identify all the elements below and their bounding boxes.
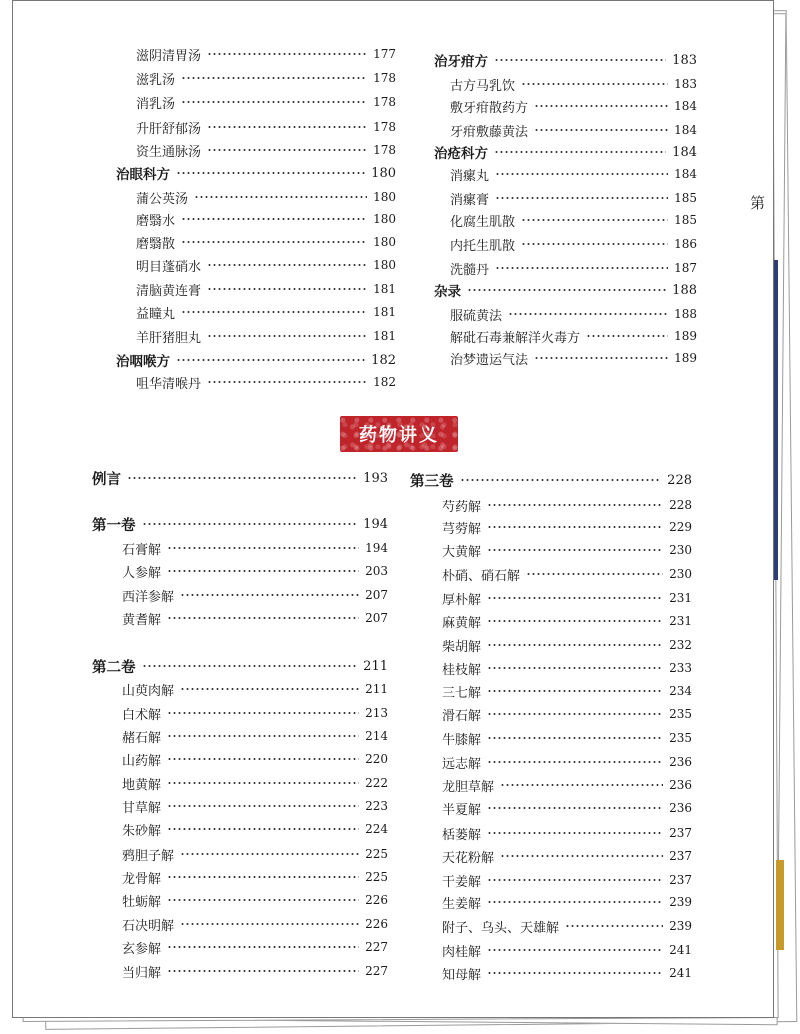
toc-entry [442, 681, 692, 701]
toc-leader-dots [487, 901, 663, 903]
toc-entry [410, 470, 692, 490]
toc-entry-page-number: 223 [365, 799, 388, 813]
toc-entry [122, 844, 388, 864]
toc-entry-page-number: 239 [669, 919, 692, 933]
toc-entry-page-number: 177 [373, 47, 396, 61]
toc-entry-title: 远志解 [442, 756, 482, 772]
toc-leader-dots [487, 597, 663, 599]
toc-entry [116, 163, 396, 183]
toc-entry [442, 635, 692, 655]
toc-entry-title: 羊肝猪胆丸 [136, 330, 202, 346]
toc-entry-title: 治牙疳方 [434, 54, 488, 70]
toc-entry-title: 古方马乳饮 [450, 78, 516, 94]
toc-entry-page-number: 222 [365, 776, 388, 790]
toc-entry-title: 甘草解 [122, 800, 162, 816]
toc-entry-title: 磨翳水 [136, 213, 176, 229]
toc-entry [122, 703, 388, 723]
toc-leader-dots [526, 573, 663, 575]
toc-entry-title: 厚朴解 [442, 592, 482, 608]
toc-entry-page-number: 184 [674, 123, 697, 137]
toc-leader-dots [167, 876, 359, 878]
toc-entry [92, 656, 388, 676]
toc-entry-page-number: 180 [373, 235, 396, 249]
toc-entry [450, 304, 697, 324]
toc-entry-title: 消瘰丸 [450, 168, 490, 184]
toc-entry [122, 749, 388, 769]
toc-leader-dots [181, 311, 367, 313]
toc-leader-dots [495, 197, 668, 199]
toc-entry-page-number: 203 [365, 564, 388, 578]
toc-leader-dots [487, 549, 663, 551]
toc-entry-page-number: 211 [363, 658, 388, 674]
toc-entry [122, 914, 388, 934]
toc-entry-page-number: 182 [373, 375, 396, 389]
toc-entry-page-number: 236 [669, 778, 692, 792]
toc-entry-page-number: 181 [373, 329, 396, 343]
toc-entry-page-number: 230 [669, 543, 692, 557]
toc-entry [442, 798, 692, 818]
toc-leader-dots [534, 129, 668, 131]
toc-entry-page-number: 194 [365, 541, 388, 555]
toc-entry-title: 石决明解 [122, 918, 175, 934]
toc-entry-title: 治眼科方 [116, 167, 170, 183]
toc-entry [92, 468, 388, 488]
toc-leader-dots [534, 357, 668, 359]
toc-entry-page-number: 227 [365, 964, 388, 978]
toc-leader-dots [487, 620, 663, 622]
toc-entry-title: 龙骨解 [122, 871, 162, 887]
toc-entry [442, 752, 692, 772]
next-page-edge-char: 第 [750, 194, 766, 212]
toc-entry [136, 279, 396, 299]
toc-leader-dots [487, 832, 663, 834]
toc-entry-page-number: 184 [672, 144, 697, 160]
toc-entry [442, 846, 692, 866]
toc-entry [122, 585, 388, 605]
toc-entry-page-number: 214 [365, 729, 388, 743]
toc-entry-page-number: 225 [365, 847, 388, 861]
toc-entry-title: 滋乳汤 [136, 72, 176, 88]
toc-entry-page-number: 228 [667, 472, 692, 488]
toc-leader-dots [487, 667, 663, 669]
toc-leader-dots [180, 688, 359, 690]
toc-entry-page-number: 234 [669, 684, 692, 698]
toc-entry-page-number: 229 [669, 520, 692, 534]
toc-entry-page-number: 232 [669, 638, 692, 652]
toc-entry-title: 干姜解 [442, 874, 482, 890]
toc-entry-page-number: 183 [672, 52, 697, 68]
toc-entry [442, 540, 692, 560]
toc-leader-dots [167, 946, 359, 948]
toc-leader-dots [487, 807, 663, 809]
toc-entry-page-number: 231 [669, 614, 692, 628]
toc-entry [434, 280, 697, 300]
toc-leader-dots [495, 173, 668, 175]
toc-entry-page-number: 180 [373, 190, 396, 204]
toc-entry [450, 210, 697, 230]
toc-entry-page-number: 207 [365, 588, 388, 602]
toc-leader-dots [180, 923, 359, 925]
toc-entry-page-number: 186 [674, 237, 697, 251]
toc-leader-dots [487, 761, 663, 763]
toc-entry [442, 517, 692, 537]
toc-entry [122, 937, 388, 957]
toc-entry-title: 白术解 [122, 707, 162, 723]
toc-entry-page-number: 194 [363, 516, 388, 532]
toc-leader-dots [167, 899, 359, 901]
toc-entry-title: 第三卷 [410, 473, 454, 490]
toc-entry-title: 芎䓖解 [442, 521, 482, 537]
toc-entry-title: 洗髓丹 [450, 262, 490, 278]
toc-entry-title: 芍药解 [442, 499, 482, 515]
toc-entry [450, 120, 697, 140]
toc-leader-dots [487, 644, 663, 646]
toc-entry-page-number: 239 [669, 895, 692, 909]
toc-entry-page-number: 226 [365, 893, 388, 907]
toc-entry-page-number: 233 [669, 661, 692, 675]
toc-entry-page-number: 227 [365, 940, 388, 954]
toc-entry-page-number: 241 [669, 943, 692, 957]
toc-entry-title: 山萸肉解 [122, 683, 175, 699]
toc-entry-title: 第一卷 [92, 517, 136, 534]
toc-leader-dots [207, 264, 367, 266]
toc-leader-dots [207, 335, 367, 337]
toc-leader-dots [460, 479, 662, 481]
toc-leader-dots [167, 547, 359, 549]
toc-entry [450, 258, 697, 278]
toc-leader-dots [180, 594, 359, 596]
toc-entry-title: 杂录 [434, 284, 461, 300]
toc-entry-title: 磨翳散 [136, 236, 176, 252]
toc-entry [122, 796, 388, 816]
toc-leader-dots [181, 218, 367, 220]
toc-entry-page-number: 236 [669, 801, 692, 815]
toc-leader-dots [127, 477, 357, 479]
toc-entry-page-number: 236 [669, 755, 692, 769]
toc-entry [442, 823, 692, 843]
toc-entry [122, 819, 388, 839]
toc-entry [442, 728, 692, 748]
toc-entry-title: 咀华清喉丹 [136, 376, 202, 392]
toc-leader-dots [181, 77, 367, 79]
toc-leader-dots [142, 523, 358, 525]
toc-entry-title: 益瞳丸 [136, 306, 176, 322]
toc-entry-page-number: 182 [371, 352, 396, 368]
toc-leader-dots [167, 828, 359, 830]
toc-entry [442, 775, 692, 795]
toc-entry-page-number: 237 [669, 849, 692, 863]
toc-entry-title: 知母解 [442, 967, 482, 983]
toc-entry [450, 188, 697, 208]
toc-entry-page-number: 235 [669, 707, 692, 721]
toc-entry-title: 滋阴清胃汤 [136, 48, 202, 64]
toc-entry-page-number: 178 [373, 71, 396, 85]
toc-leader-dots [167, 617, 359, 619]
toc-entry-title: 升肝舒郁汤 [136, 121, 202, 137]
toc-entry-page-number: 184 [674, 99, 697, 113]
toc-entry-title: 第二卷 [92, 659, 136, 676]
toc-leader-dots [487, 526, 663, 528]
toc-entry [122, 961, 388, 981]
toc-entry-page-number: 188 [674, 307, 697, 321]
toc-entry [442, 658, 692, 678]
book-edge-gold-stripe [776, 860, 784, 950]
toc-entry-title: 解砒石毒兼解洋火毒方 [450, 330, 581, 346]
toc-entry [450, 74, 697, 94]
toc-leader-dots [487, 713, 663, 715]
toc-entry-page-number: 178 [373, 95, 396, 109]
toc-entry [136, 68, 396, 88]
toc-entry-page-number: 225 [365, 870, 388, 884]
toc-leader-dots [167, 758, 359, 760]
toc-leader-dots [521, 219, 668, 221]
toc-leader-dots [487, 737, 663, 739]
toc-leader-dots [565, 925, 663, 927]
toc-leader-dots [495, 267, 668, 269]
toc-entry-title: 山药解 [122, 753, 162, 769]
toc-entry-page-number: 189 [674, 329, 697, 343]
toc-entry-title: 牙疳敷藤黄法 [450, 124, 529, 140]
toc-leader-dots [467, 289, 666, 291]
toc-entry [442, 495, 692, 515]
toc-entry [136, 44, 396, 64]
toc-leader-dots [521, 243, 668, 245]
toc-entry-page-number: 180 [373, 212, 396, 226]
toc-entry [122, 773, 388, 793]
toc-entry-title: 大黄解 [442, 544, 482, 560]
toc-leader-dots [181, 241, 367, 243]
toc-entry [122, 890, 388, 910]
toc-entry [442, 916, 692, 936]
toc-entry [442, 564, 692, 584]
toc-entry-page-number: 231 [669, 591, 692, 605]
toc-entry-page-number: 183 [674, 77, 697, 91]
toc-entry [136, 209, 396, 229]
toc-entry-title: 栝蒌解 [442, 827, 482, 843]
toc-leader-dots [500, 784, 663, 786]
toc-entry [442, 588, 692, 608]
toc-entry [136, 117, 396, 137]
toc-leader-dots [180, 853, 359, 855]
toc-entry-title: 天花粉解 [442, 850, 495, 866]
toc-entry [122, 867, 388, 887]
toc-entry-page-number: 220 [365, 752, 388, 766]
toc-entry [122, 538, 388, 558]
toc-entry [442, 940, 692, 960]
toc-entry-title: 人参解 [122, 565, 162, 581]
toc-entry-title: 三七解 [442, 685, 482, 701]
toc-entry-title: 服硫黄法 [450, 308, 503, 324]
toc-leader-dots [487, 972, 663, 974]
toc-leader-dots [176, 359, 365, 361]
toc-entry-page-number: 224 [365, 822, 388, 836]
toc-leader-dots [207, 126, 367, 128]
toc-entry-page-number: 235 [669, 731, 692, 745]
toc-leader-dots [500, 855, 663, 857]
toc-entry-title: 清脑黄连膏 [136, 283, 202, 299]
toc-entry [122, 561, 388, 581]
toc-entry-title: 滑石解 [442, 708, 482, 724]
toc-leader-dots [167, 712, 359, 714]
toc-entry [92, 514, 388, 534]
toc-entry-title: 例言 [92, 471, 121, 488]
toc-entry [136, 140, 396, 160]
toc-entry-page-number: 189 [674, 351, 697, 365]
toc-entry [442, 963, 692, 983]
toc-entry-page-number: 185 [674, 191, 697, 205]
toc-entry-title: 石膏解 [122, 542, 162, 558]
toc-entry-title: 龙胆草解 [442, 779, 495, 795]
toc-entry-page-number: 193 [363, 470, 388, 486]
toc-leader-dots [176, 172, 365, 174]
toc-entry-title: 治疮科方 [434, 146, 488, 162]
toc-entry-page-number: 184 [674, 167, 697, 181]
toc-leader-dots [521, 83, 668, 85]
toc-entry-page-number: 181 [373, 282, 396, 296]
toc-entry [450, 234, 697, 254]
toc-entry-title: 消瘰膏 [450, 192, 490, 208]
toc-entry-title: 内托生肌散 [450, 238, 516, 254]
toc-entry-title: 玄参解 [122, 941, 162, 957]
toc-entry [136, 92, 396, 112]
toc-entry [442, 892, 692, 912]
toc-leader-dots [508, 313, 668, 315]
toc-entry-page-number: 180 [371, 165, 396, 181]
toc-leader-dots [167, 970, 359, 972]
toc-leader-dots [487, 504, 663, 506]
toc-entry-title: 牡蛎解 [122, 894, 162, 910]
toc-entry-page-number: 180 [373, 258, 396, 272]
toc-entry [116, 350, 396, 370]
toc-entry-title: 肉桂解 [442, 944, 482, 960]
toc-entry-title: 麻黄解 [442, 615, 482, 631]
toc-entry [434, 142, 697, 162]
toc-leader-dots [487, 879, 663, 881]
toc-entry-title: 敷牙疳散药方 [450, 100, 529, 116]
toc-entry-title: 黄耆解 [122, 612, 162, 628]
toc-entry-title: 治咽喉方 [116, 354, 170, 370]
toc-entry [442, 704, 692, 724]
toc-leader-dots [167, 735, 359, 737]
toc-leader-dots [494, 59, 666, 61]
toc-entry-title: 化腐生肌散 [450, 214, 516, 230]
toc-entry-title: 西洋参解 [122, 589, 175, 605]
toc-entry-title: 朱砂解 [122, 823, 162, 839]
toc-leader-dots [207, 53, 367, 55]
toc-entry-title: 当归解 [122, 965, 162, 981]
toc-entry [136, 326, 396, 346]
toc-entry-title: 桂枝解 [442, 662, 482, 678]
toc-entry-title: 治梦遗运气法 [450, 352, 529, 368]
toc-entry-page-number: 213 [365, 706, 388, 720]
toc-entry-title: 明目蓬硝水 [136, 259, 202, 275]
toc-entry-page-number: 211 [365, 682, 388, 696]
toc-entry-page-number: 226 [365, 917, 388, 931]
toc-entry [136, 232, 396, 252]
toc-leader-dots [167, 805, 359, 807]
toc-entry [136, 302, 396, 322]
toc-entry-page-number: 207 [365, 611, 388, 625]
toc-entry-page-number: 228 [669, 498, 692, 512]
toc-entry-page-number: 237 [669, 826, 692, 840]
toc-entry [136, 372, 396, 392]
toc-leader-dots [142, 665, 358, 667]
toc-leader-dots [487, 690, 663, 692]
toc-entry-page-number: 178 [373, 143, 396, 157]
toc-entry-title: 地黄解 [122, 777, 162, 793]
toc-leader-dots [207, 288, 367, 290]
toc-leader-dots [207, 381, 367, 383]
toc-entry-title: 牛膝解 [442, 732, 482, 748]
toc-entry-title: 附子、乌头、天雄解 [442, 920, 560, 936]
toc-leader-dots [487, 949, 663, 951]
toc-entry [450, 326, 697, 346]
toc-leader-dots [586, 335, 668, 337]
toc-entry-title: 蒲公英汤 [136, 191, 189, 207]
toc-entry [136, 187, 396, 207]
toc-entry [450, 348, 697, 368]
toc-leader-dots [494, 151, 666, 153]
toc-entry-page-number: 178 [373, 120, 396, 134]
toc-leader-dots [181, 101, 367, 103]
toc-leader-dots [194, 196, 367, 198]
section-banner-title: 药物讲义 [359, 425, 439, 446]
toc-entry [122, 679, 388, 699]
toc-entry-title: 消乳汤 [136, 96, 176, 112]
toc-entry [450, 96, 697, 116]
toc-leader-dots [167, 782, 359, 784]
toc-entry-page-number: 181 [373, 305, 396, 319]
toc-entry-title: 鸦胆子解 [122, 848, 175, 864]
toc-leader-dots [207, 149, 367, 151]
toc-entry-page-number: 230 [669, 567, 692, 581]
toc-entry-title: 生姜解 [442, 896, 482, 912]
toc-entry [136, 255, 396, 275]
toc-entry [122, 726, 388, 746]
toc-entry [442, 870, 692, 890]
toc-entry-page-number: 237 [669, 873, 692, 887]
toc-entry-page-number: 188 [672, 282, 697, 298]
toc-entry-title: 柴胡解 [442, 639, 482, 655]
toc-entry-title: 朴硝、硝石解 [442, 568, 521, 584]
toc-entry [434, 50, 697, 70]
toc-entry-title: 赭石解 [122, 730, 162, 746]
toc-entry-title: 资生通脉汤 [136, 144, 202, 160]
toc-entry-page-number: 187 [674, 261, 697, 275]
toc-entry-page-number: 185 [674, 213, 697, 227]
toc-entry [450, 164, 697, 184]
toc-entry [122, 608, 388, 628]
toc-entry-title: 半夏解 [442, 802, 482, 818]
toc-entry-page-number: 241 [669, 966, 692, 980]
toc-entry [442, 611, 692, 631]
section-banner [340, 416, 458, 452]
toc-leader-dots [167, 570, 359, 572]
toc-leader-dots [534, 105, 668, 107]
